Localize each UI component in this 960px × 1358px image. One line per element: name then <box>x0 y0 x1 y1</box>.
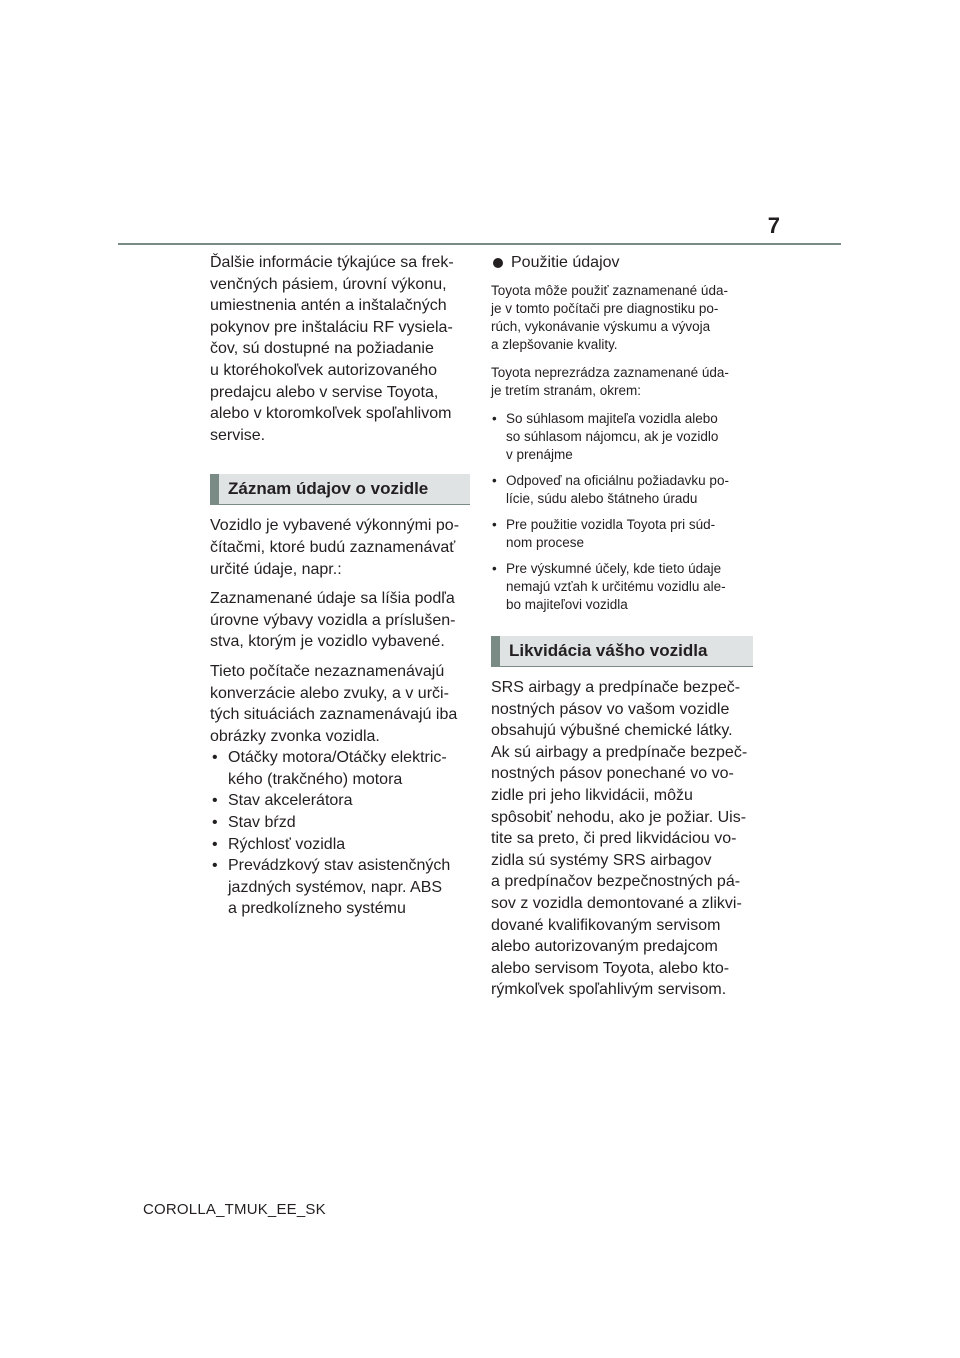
left-column <box>210 252 470 920</box>
paragraph-recorded-data: Zaznamenané údaje sa líšia podľa úrovne výbavy vozidla a príslušen- stva, ktorým je vozidlo vybavené. <box>210 590 456 651</box>
intro-paragraph: Ďalšie informácie týkajúce sa frek- venčných pásiem, úrovní výkonu, umiestnenia antén a inštalačných pokynov pre inštaláciu RF vysiela- čov, sú dostupné na požiadanie u ktoréhokoľvek autorizovaného predajcu alebo v servise Toyota, alebo v ktoromkoľvek spoľahlivom servise. <box>210 254 454 444</box>
list-item: • Stav bŕzd <box>210 812 470 834</box>
page-number: 7 <box>767 213 780 238</box>
list-item: • Rýchlosť vozidla <box>210 834 470 856</box>
paragraph-disposal: SRS airbagy a predpínače bezpeč- nostných pásov vo vašom vozidle obsahujú výbušné chemické látky. Ak sú airbagy a predpínače bezpeč- nostných pásov ponechané vo vo- zidle pri jeho likvidácii, môžu spôsobiť nehodu, ako je požiar. Uis- tite sa preto, či pred likvidáciou vo- zidla sú systémy SRS airbagov a predpínačov bezpečnostných pá- sov z vozidla demontované a zlikvi- dované kvalifikovaným servisom alebo autorizovaným predajcom alebo servisom Toyota, alebo kto- rýmkoľvek spoľahlivým servisom. <box>491 679 748 999</box>
circle-bullet-icon <box>493 258 503 268</box>
subheading-data-usage <box>491 252 753 274</box>
header-rule <box>118 243 841 245</box>
subheading-label: Použitie údajov <box>511 254 620 271</box>
document-code: COROLLA_TMUK_EE_SK <box>143 1201 326 1218</box>
section-heading-vehicle-disposal: Likvidácia vášho vozidla <box>491 636 753 667</box>
list-item: • Pre výskumné účely, kde tieto údaje nemajú vzťah k určitému vozidlu ale- bo majiteľovi vozidla <box>491 560 753 614</box>
recorded-data-list <box>210 747 470 920</box>
list-item: • Stav akcelerátora <box>210 790 470 812</box>
paragraph-no-conversations: Tieto počítače nezaznamenávajú konverzácie alebo zvuky, a v urči- tých situáciách zaznamenávajú iba obrázky zvonka vozidla. <box>210 662 458 745</box>
right-column <box>491 252 753 1009</box>
paragraph-third-parties: Toyota neprezrádza zaznamenané úda- je tretím stranám, okrem: <box>491 365 729 398</box>
list-item: • Prevádzkový stav asistenčných jazdných systémov, napr. ABS a predkolízneho systému <box>210 855 470 920</box>
list-item: • Pre použitie vozidla Toyota pri súd- nom procese <box>491 516 753 552</box>
list-item: • Otáčky motora/Otáčky elektric- kého (trakčného) motora <box>210 747 470 790</box>
paragraph-computers: Vozidlo je vybavené výkonnými po- čítačmi, ktoré budú zaznamenávať určité údaje, napr.: <box>210 517 460 578</box>
list-item: • Odpoveď na oficiálnu požiadavku po- lície, súdu alebo štátneho úradu <box>491 472 753 508</box>
list-item: • So súhlasom majiteľa vozidla alebo so súhlasom nájomcu, ak je vozidlo v prenájme <box>491 410 753 464</box>
section-heading-vehicle-data-recording: Záznam údajov o vozidle <box>210 474 470 505</box>
paragraph-data-usage: Toyota môže použiť zaznamenané úda- je v tomto počítači pre diagnostiku po- rúch, vykonávanie výskumu a vývoja a zlepšovanie kvality. <box>491 283 728 352</box>
disclosure-exceptions-list <box>491 410 753 614</box>
